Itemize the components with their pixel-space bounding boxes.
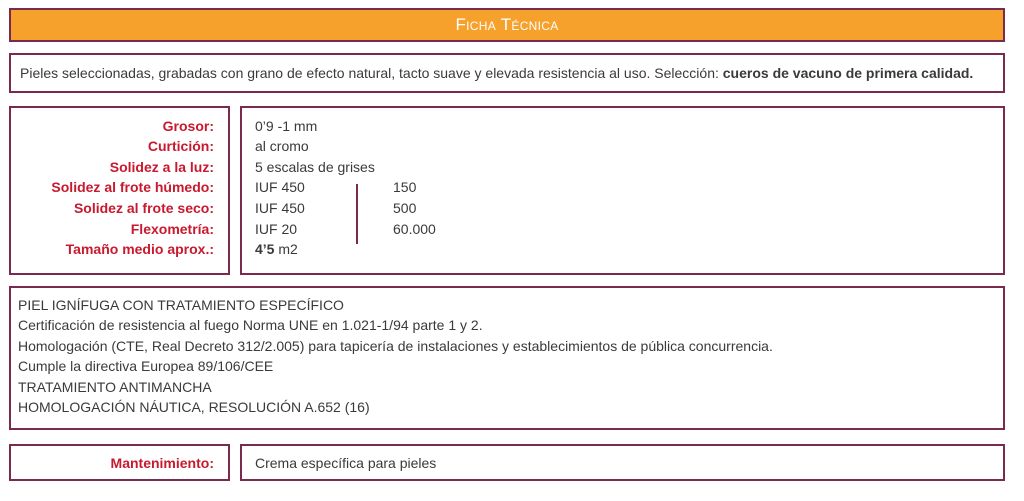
- value-solidez-luz: 5 escalas de grises: [255, 159, 375, 175]
- label-solidez-luz: Solidez a la luz:: [109, 159, 214, 175]
- intro-text: [20, 65, 973, 81]
- value-frote-humedo: IUF 450: [255, 179, 305, 195]
- intro-box: [9, 53, 1005, 93]
- intro-text-bold: cueros de vacuno de primera calidad.: [722, 65, 974, 81]
- certifications-box: [9, 286, 1005, 430]
- cert-line: PIEL IGNÍFUGA CON TRATAMIENTO ESPECÍFICO: [18, 297, 344, 313]
- cert-line: Homologación (CTE, Real Decreto 312/2.005) para tapicería de instalaciones y establecimientos de pública concurrencia.: [18, 338, 773, 354]
- maintenance-value-box: [240, 444, 1005, 481]
- label-mantenimiento: Mantenimiento:: [110, 455, 214, 471]
- value2-flexometria: 60.000: [393, 221, 436, 237]
- label-grosor: Grosor:: [162, 118, 214, 134]
- label-frote-humedo: Solidez al frote húmedo:: [51, 179, 214, 195]
- cert-line: TRATAMIENTO ANTIMANCHA: [18, 379, 212, 395]
- value-grosor: 0’9 -1 mm: [255, 118, 318, 134]
- column-divider: [356, 184, 358, 244]
- cert-line: HOMOLOGACIÓN NÁUTICA, RESOLUCIÓN A.652 (16): [18, 399, 370, 415]
- spec-labels-box: [9, 106, 230, 275]
- value2-frote-seco: 500: [393, 200, 417, 216]
- intro-text-plain: Pieles seleccionadas, grabadas con grano de efecto natural, tacto suave y elevada resistencia al uso. Selección:: [20, 65, 723, 81]
- value-flexometria: IUF 20: [255, 221, 298, 237]
- cert-line: Cumple la directiva Europea 89/106/CEE: [18, 358, 274, 374]
- label-frote-seco: Solidez al frote seco:: [73, 200, 214, 216]
- header-banner: [9, 8, 1005, 42]
- cert-line: Certificación de resistencia al fuego Norma UNE en 1.021-1/94 parte 1 y 2.: [18, 317, 483, 333]
- value-tamano-unit: m2: [274, 241, 298, 257]
- label-tamano: Tamaño medio aprox.:: [65, 241, 214, 257]
- page-title: Ficha Técnica: [455, 15, 559, 34]
- label-flexometria: Flexometría:: [130, 221, 214, 237]
- value-tamano: [255, 241, 298, 257]
- value-frote-seco: IUF 450: [255, 200, 305, 216]
- spec-values-box: [240, 106, 1005, 275]
- value-mantenimiento: Crema específica para pieles: [255, 455, 437, 471]
- value2-frote-humedo: 150: [393, 179, 417, 195]
- label-curticion: Curtición:: [147, 138, 214, 154]
- value-curticion: al cromo: [255, 138, 309, 154]
- maintenance-label-box: [9, 444, 230, 481]
- value-tamano-number: 4’5: [255, 241, 275, 257]
